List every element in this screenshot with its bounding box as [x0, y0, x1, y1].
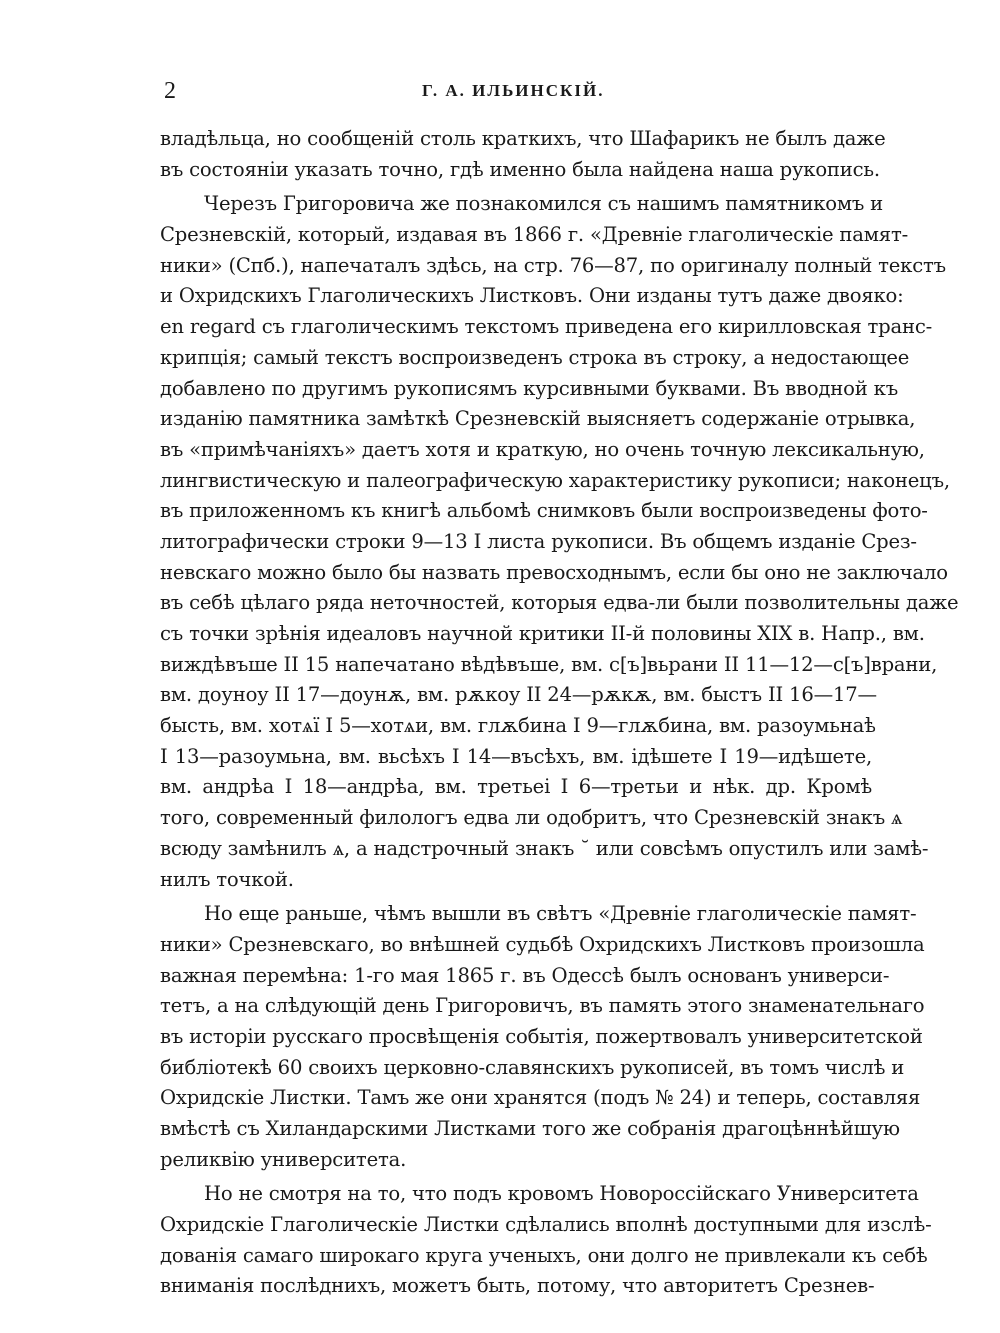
text-line: Охридскіе Глаголическіе Листки сдѣлались вполнѣ доступными для изслѣ- [160, 1213, 932, 1237]
text-line: en regard съ глаголическимъ текстомъ приведена его кирилловская транс- [160, 315, 933, 339]
text-line: въ «примѣчаніяхъ» даетъ хотя и краткую, но очень точную лексикальную, [160, 437, 925, 461]
text-line: ники» Срезневскаго, во внѣшней судьбѣ Охридскихъ Листковъ произошла [160, 932, 925, 956]
text-line: невскаго можно было бы назвать превосходнымъ, если бы оно не заключало [160, 560, 948, 584]
text-line: лингвистическую и палеографическую характеристику рукописи; наконецъ, [160, 468, 950, 492]
text-line: того, современный филологъ едва ли одобритъ, что Срезневскій знакъ ѧ [160, 806, 903, 830]
running-head [162, 76, 862, 106]
text-line: добавлено по другимъ рукописямъ курсивными буквами. Въ вводной къ [160, 376, 898, 400]
page-number: 2 [164, 78, 176, 104]
text-line: реликвію университета. [160, 1147, 407, 1171]
text-line: виждѣвъше II 15 напечатано вѣдѣвъше, вм. с[ъ]вьрани II 11—12—с[ъ]врани, [160, 652, 938, 676]
text-line: Срезневскій, который, издавая въ 1866 г. «Древніе глаголическіе памят- [160, 223, 909, 247]
text-line: въ приложенномъ къ книгѣ альбомѣ снимковъ были воспроизведены фото- [160, 499, 928, 523]
text-line: всюду замѣнилъ ѧ, а надстрочный знакъ ˘ или совсѣмъ опустилъ или замѣ- [160, 836, 929, 860]
text-line: Но еще раньше, чѣмъ вышли въ свѣтъ «Древніе глаголическіе памят- [204, 902, 917, 926]
text-line: библіотекѣ 60 своихъ церковно-славянскихъ рукописей, въ томъ числѣ и [160, 1055, 905, 1079]
text-line: съ точки зрѣнія идеаловъ научной критики II-й половины XIX в. Напр., вм. [160, 622, 925, 645]
text-line: ники» (Спб.), напечаталъ здѣсь, на стр. 76—87, по оригиналу полный текстъ [160, 253, 946, 277]
text-line: крипція; самый текстъ воспроизведенъ строка въ строку, а недостающее [160, 345, 910, 369]
text-line: нилъ точкой. [160, 867, 294, 891]
paragraph [160, 124, 886, 185]
body-text [160, 124, 959, 1302]
text-line: тетъ, а на слѣдующій день Григоровичъ, въ память этого знаменательнаго [160, 994, 925, 1018]
text-line: I 13—разоумьна, вм. вьсѣхъ I 14—въсѣхъ, вм. ідѣшете I 19—идѣшете, [160, 744, 872, 768]
text-line: вниманія послѣднихъ, можетъ быть, потому, что авторитетъ Срезнев- [160, 1274, 875, 1298]
text-line: вмѣстѣ съ Хиландарскими Листками того же собранія драгоцѣннѣйшую [160, 1117, 900, 1140]
text-line: дованія самаго широкаго круга ученыхъ, они долго не привлекали къ себѣ [160, 1243, 928, 1267]
text-line: въ состояніи указать точно, гдѣ именно была найдена наша рукопись. [160, 157, 880, 181]
text-line: и Охридскихъ Глаголическихъ Листковъ. Они изданы тутъ даже двояко: [160, 284, 904, 308]
text-line: изданію памятника замѣткѣ Срезневскій выясняетъ содержаніе отрывка, [160, 407, 916, 431]
running-title: Г. А. ИЛЬИНСКІЙ. [422, 81, 605, 100]
text-line: вм. андрѣа I 18—андрѣа, вм. третьеі I 6—третьи и нѣк. др. Кромѣ [160, 775, 872, 799]
text-line: важная перемѣна: 1-го мая 1865 г. въ Одессѣ былъ основанъ универси- [160, 963, 890, 987]
text-line: въ себѣ цѣлаго ряда неточностей, которыя едва-ли были позволительны даже [160, 591, 959, 615]
text-line: Охридскіе Листки. Тамъ же они хранятся (подъ № 24) и теперь, составляя [160, 1086, 921, 1110]
paragraph [160, 189, 959, 895]
paragraph [160, 899, 925, 1175]
text-line: вм. доуноу II 17—доунѫ, вм. рѫкоу II 24—рѫкѫ, вм. быстъ II 16—17— [160, 683, 877, 707]
text-line: Но не смотря на то, что подъ кровомъ Новороссійскаго Университета [204, 1182, 919, 1206]
text-line: въ исторіи русскаго просвѣщенія событія, пожертвовалъ университетской [160, 1024, 923, 1048]
text-line: бысть, вм. хотѧї I 5—хотѧи, вм. глѫбина I 9—глѫбина, вм. разоумьнаѣ [160, 714, 876, 738]
text-line: Черезъ Григоровича же познакомился съ нашимъ памятникомъ и [204, 192, 884, 216]
text-line: владѣльца, но сообщеній столь краткихъ, что Шафарикъ не былъ даже [160, 127, 886, 150]
paragraph [160, 1179, 932, 1302]
text-line: литографически строки 9—13 I листа рукописи. Въ общемъ изданіе Срез- [160, 529, 917, 553]
